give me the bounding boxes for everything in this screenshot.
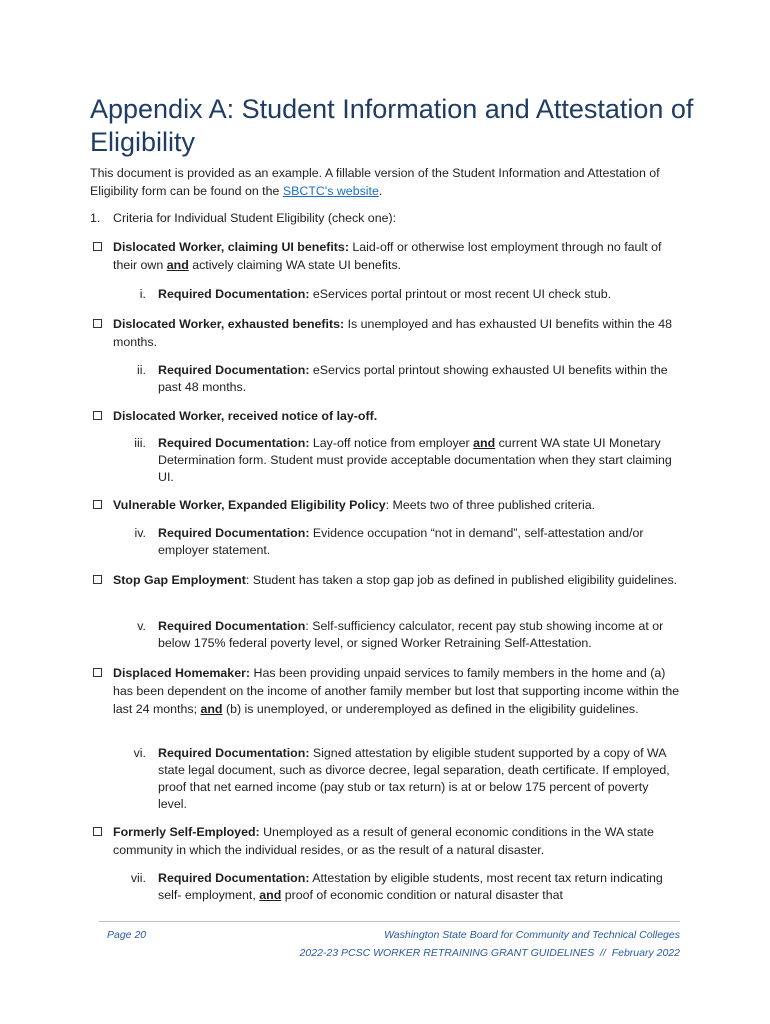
item-label: Stop Gap Employment xyxy=(113,573,246,587)
underline-and: and xyxy=(259,888,282,902)
checkbox-item-dislocated-exhausted xyxy=(90,315,680,351)
intro-text: This document is provided as an example. A fillable version of the Student Information and Attestation of Eligibility form can be found on the xyxy=(90,166,660,198)
footer-guidelines: 2022-23 PCSC WORKER RETRAINING GRANT GUIDELINES // February 2022 xyxy=(299,947,680,959)
item-description: Has been providing unpaid services to family members in the home and (a) has been dependent on the income of another family member but lost that supporting income within the last 24 months; xyxy=(113,666,680,716)
sub-text xyxy=(158,745,680,813)
checkbox[interactable] xyxy=(93,668,102,677)
required-doc-label: Required Documentation: xyxy=(158,436,310,450)
checkbox-item-dislocated-claiming xyxy=(90,238,680,274)
item-text xyxy=(113,315,680,351)
sub-text xyxy=(158,525,680,559)
item-label: Dislocated Worker, received notice of lay-off. xyxy=(113,409,378,423)
item-description-end: actively claiming WA state UI benefits. xyxy=(188,258,402,272)
checkbox[interactable] xyxy=(93,242,102,251)
underline-and: and xyxy=(473,436,496,450)
required-doc-label: Required Documentation: xyxy=(158,287,310,301)
required-doc-text: : Self-sufficiency calculator, recent pay stub showing income at or below 175% federal poverty level, or signed Worker Retraining Self-Attestation. xyxy=(158,619,664,650)
roman-numeral: i. xyxy=(139,287,146,301)
item-description-end: (b) is unemployed, or underemployed as defined in the eligibility guidelines. xyxy=(222,702,639,716)
sub-text xyxy=(158,618,680,652)
sub-item-i xyxy=(90,286,680,303)
checkbox-item-dislocated-notice xyxy=(90,407,680,425)
sub-text xyxy=(158,286,680,303)
checkbox-item-formerly-self-employed xyxy=(90,823,680,859)
required-doc-text-end: current WA state UI Monetary Determination form. Student must provide acceptable documentation when they start claiming UI. xyxy=(158,436,672,484)
checkbox[interactable] xyxy=(93,575,102,584)
checkbox-item-vulnerable-worker xyxy=(90,496,680,514)
checkbox-item-displaced-homemaker xyxy=(90,664,680,718)
item-text xyxy=(113,571,680,589)
page-title: Appendix A: Student Information and Attestation of Eligibility xyxy=(90,94,694,157)
item-label: Displaced Homemaker: xyxy=(113,666,251,680)
item-label: Vulnerable Worker, Expanded Eligibility Policy xyxy=(113,498,386,512)
required-doc-text: Lay-off notice from employer xyxy=(309,436,474,450)
required-doc-text: eServices portal printout or most recent UI check stub. xyxy=(309,287,612,301)
sub-item-iv xyxy=(90,525,680,559)
sub-item-iii xyxy=(90,435,680,486)
sub-item-vi xyxy=(90,745,680,813)
item-description: : Student has taken a stop gap job as defined in published eligibility guidelines. xyxy=(245,573,678,587)
roman-numeral: vii. xyxy=(130,871,146,885)
sub-text xyxy=(158,362,680,396)
roman-numeral: vi. xyxy=(133,746,146,760)
item-description: Laid-off or otherwise lost employment through no fault of their own xyxy=(113,240,662,272)
required-doc-text: Signed attestation by eligible student supported by a copy of WA state legal document, such as divorce decree, legal separation, death certificate. If employed, proof that net earned income (pay stub or tax return) is at or below 175 percent of poverty level. xyxy=(158,746,670,811)
required-doc-label: Required Documentation: xyxy=(158,363,310,377)
roman-numeral: ii. xyxy=(137,363,146,377)
intro-paragraph xyxy=(90,164,690,200)
required-doc-text-end: proof of economic condition or natural disaster that xyxy=(281,888,563,902)
criteria-number: 1. xyxy=(90,211,101,225)
sub-text xyxy=(158,870,680,904)
item-description: : Meets two of three published criteria. xyxy=(385,498,596,512)
intro-end: . xyxy=(378,184,383,198)
required-doc-label: Required Documentation: xyxy=(158,871,310,885)
item-text xyxy=(113,664,680,718)
sub-item-vii xyxy=(90,870,680,904)
item-description: Unemployed as a result of general economic conditions in the WA state community in which the individual resides, or as the result of a natural disaster. xyxy=(113,825,654,857)
sub-item-ii xyxy=(90,362,680,396)
item-text xyxy=(113,238,680,274)
footer-page-number: Page 20 xyxy=(107,929,147,941)
required-doc-text: Evidence occupation “not in demand”, self-attestation and/or employer statement. xyxy=(158,526,644,557)
item-text xyxy=(113,496,680,514)
checkbox[interactable] xyxy=(93,500,102,509)
item-label: Dislocated Worker, exhausted benefits: xyxy=(113,317,345,331)
required-doc-label: Required Documentation xyxy=(158,619,306,633)
roman-numeral: v. xyxy=(137,619,146,633)
sbctc-website-link[interactable]: SBCTC's website xyxy=(282,184,379,198)
footer-organization: Washington State Board for Community and Technical Colleges xyxy=(384,929,680,941)
footer-divider xyxy=(99,921,680,922)
criteria-text: Criteria for Individual Student Eligibility (check one): xyxy=(113,211,397,225)
item-label: Dislocated Worker, claiming UI benefits: xyxy=(113,240,349,254)
item-label: Formerly Self-Employed: xyxy=(113,825,260,839)
item-text xyxy=(113,823,680,859)
checkbox[interactable] xyxy=(93,319,102,328)
roman-numeral: iv. xyxy=(134,526,146,540)
roman-numeral: iii. xyxy=(134,436,146,450)
required-doc-text: eServics portal printout showing exhausted UI benefits within the past 48 months. xyxy=(158,363,668,394)
required-doc-label: Required Documentation: xyxy=(158,746,310,760)
required-doc-label: Required Documentation: xyxy=(158,526,310,540)
underline-and: and xyxy=(200,702,223,716)
criteria-heading xyxy=(90,209,690,227)
sub-text xyxy=(158,435,680,486)
underline-and: and xyxy=(166,258,189,272)
sub-item-v xyxy=(90,618,680,652)
checkbox[interactable] xyxy=(93,411,102,420)
item-text xyxy=(113,407,680,425)
checkbox[interactable] xyxy=(93,827,102,836)
checkbox-item-stop-gap xyxy=(90,571,680,589)
required-doc-text: Attestation by eligible students, most recent tax return indicating self- employment, xyxy=(158,871,663,902)
item-description: Is unemployed and has exhausted UI benefits within the 48 months. xyxy=(113,317,673,349)
